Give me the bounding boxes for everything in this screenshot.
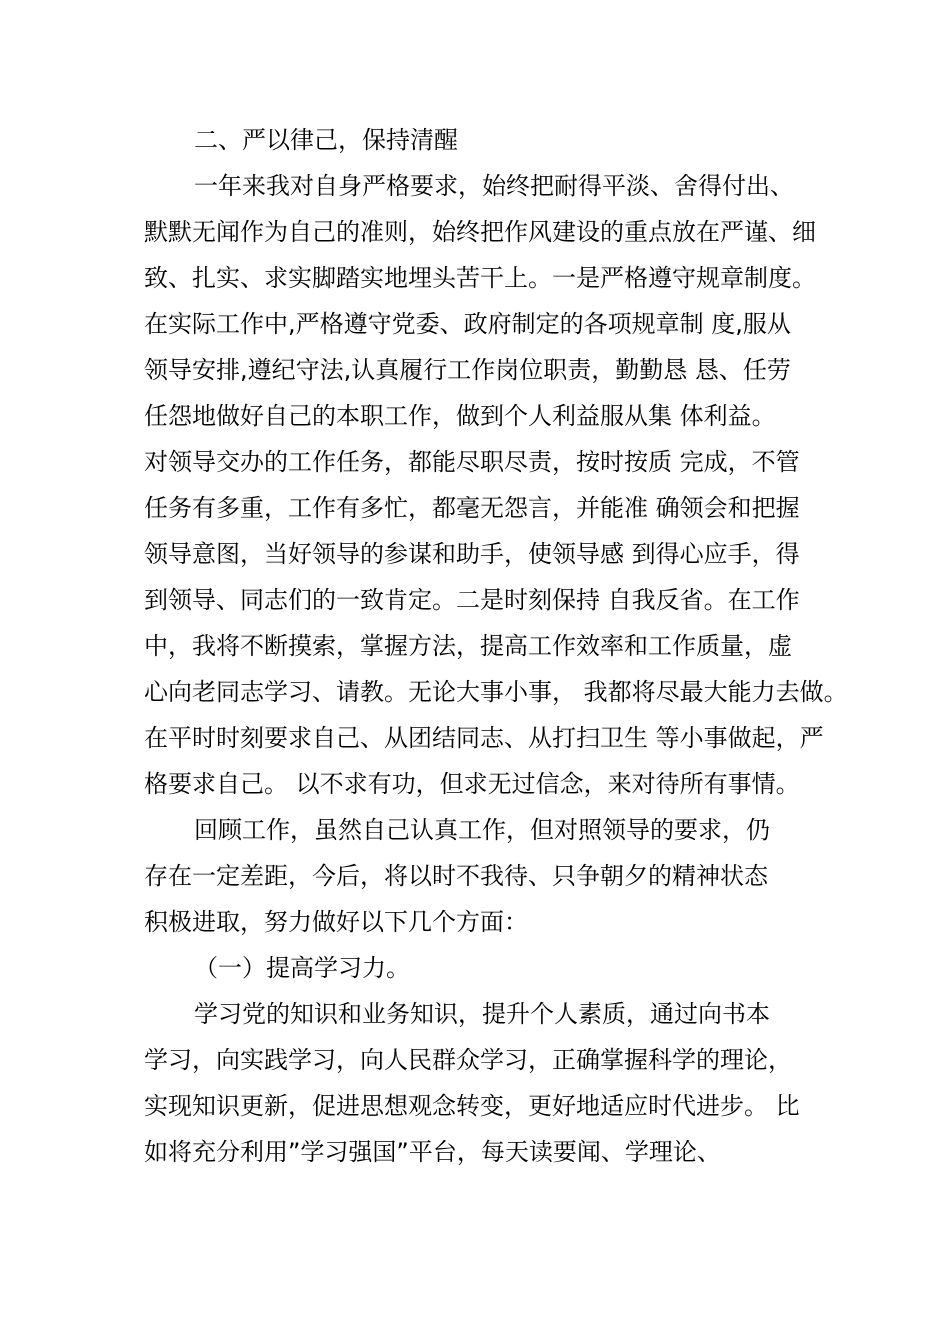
text-line: 在实际工作中,严格遵守党委、政府制定的各项规章制 度,服从: [144, 310, 791, 338]
text-line: 一年来我对自身严格要求，始终把耐得平淡、舍得付出、: [194, 172, 794, 200]
text-line: 回顾工作，虽然自己认真工作，但对照领导的要求，仍: [194, 816, 770, 844]
text-line: 领导安排,遵纪守法,认真履行工作岗位职责，勤勤恳 恳、任劳: [144, 356, 791, 384]
text-line: 格要求自己。 以不求有功，但求无过信念，来对待所有事情。: [144, 770, 800, 798]
text-line: 实现知识更新，促进思想观念转变，更好地适应时代进步。 比: [144, 1092, 800, 1120]
text-line: 默默无闻作为自己的准则，始终把作风建设的重点放在严谨、细: [144, 218, 816, 246]
text-line: 中，我将不断摸索，掌握方法，提高工作效率和工作质量，虚: [144, 632, 792, 660]
text-line: 学习党的知识和业务知识，提升个人素质，通过向书本: [194, 1000, 770, 1028]
section-heading: 二、严以律己，保持清醒: [194, 126, 458, 154]
subsection-heading: （一）提高学习力。: [194, 954, 410, 982]
text-line: 任务有多重，工作有多忙，都毫无怨言，并能准 确领会和把握: [144, 494, 800, 522]
text-line: 领导意图，当好领导的参谋和助手，使领导感 到得心应手，得: [144, 540, 800, 568]
text-line: 积极进取，努力做好以下几个方面：: [144, 908, 528, 936]
text-line: 在平时时刻要求自己、从团结同志、从打扫卫生 等小事做起，严: [144, 724, 824, 752]
text-line: 学习，向实践学习，向人民群众学习，正确掌握科学的理论，: [144, 1046, 792, 1074]
text-line: 对领导交办的工作任务，都能尽职尽责，按时按质 完成，不管: [144, 448, 800, 476]
text-line: 到领导、同志们的一致肯定。二是时刻保持 自我反省。在工作: [144, 586, 800, 614]
text-line: 致、扎实、求实脚踏实地埋头苦干上。一是严格遵守规章制度。: [144, 264, 816, 292]
text-line: 如将充分利用”学习强国”平台，每天读要闻、学理论、: [144, 1138, 721, 1166]
text-line: 存在一定差距，今后，将以时不我待、只争朝夕的精神状态: [144, 862, 768, 890]
text-line: 任怨地做好自己的本职工作，做到个人利益服从集 体利益。: [144, 402, 776, 430]
text-line: 心向老同志学习、请教。无论大事小事， 我都将尽最大能力去做。: [144, 678, 848, 706]
